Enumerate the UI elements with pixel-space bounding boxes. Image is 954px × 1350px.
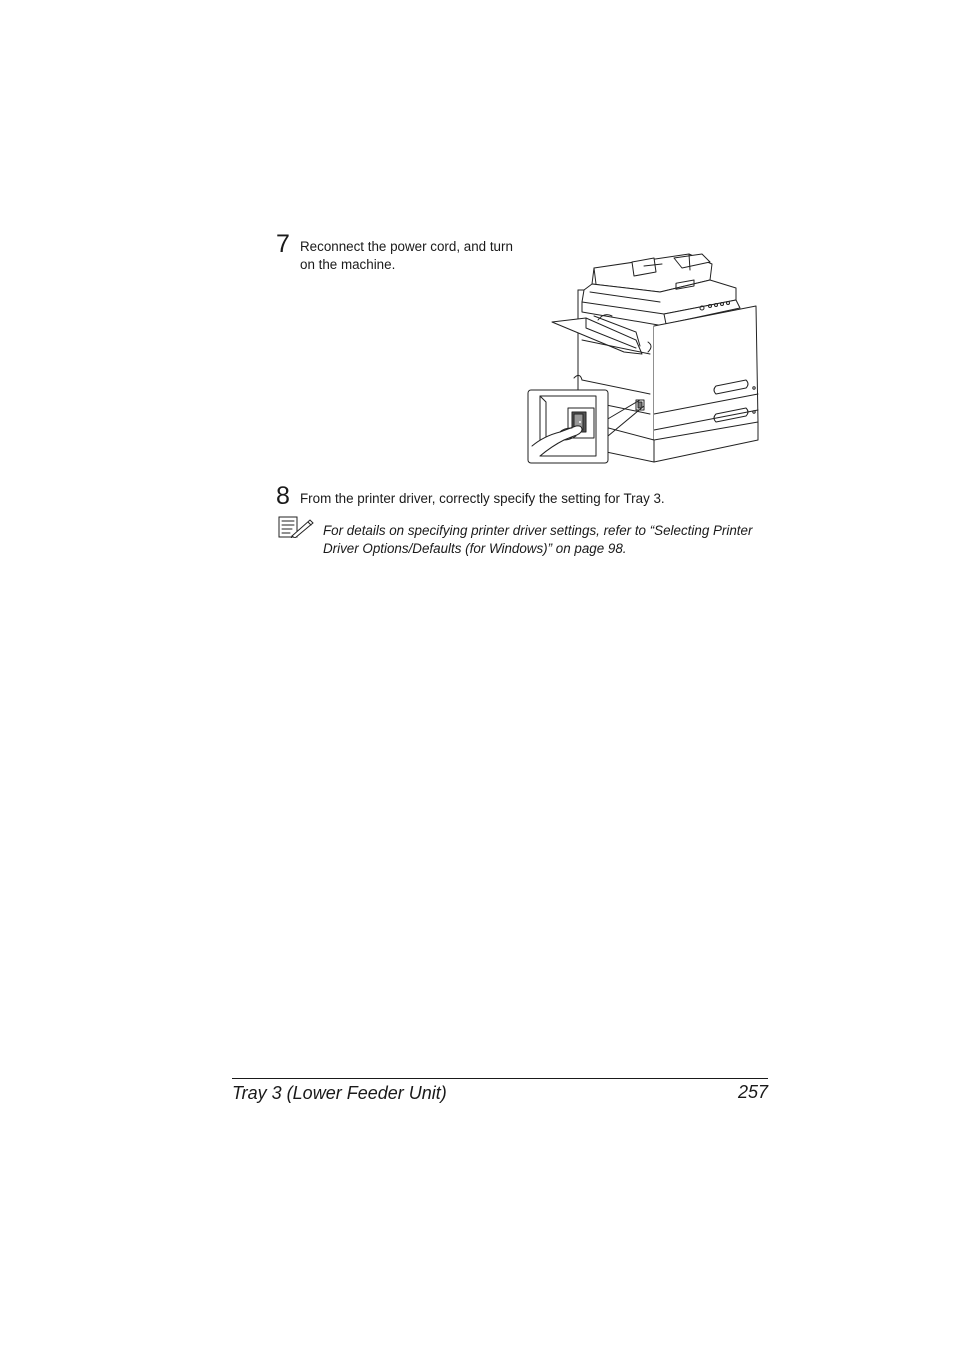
page-number: 257 — [737, 1082, 768, 1102]
footer-section-title: Tray 3 (Lower Feeder Unit) — [232, 1083, 447, 1103]
note-text: For details on specifying printer driver settings, refer to “Selecting Printer Driver Options/Defaults (for Windows)” on page 98. — [323, 523, 753, 556]
step-number: 7 — [276, 230, 290, 258]
step-instruction: Reconnect the power cord, and turn on the machine. — [300, 239, 513, 272]
footer-divider — [232, 1078, 768, 1079]
note-pencil-icon — [278, 516, 314, 538]
printer-power-switch-illustration — [524, 250, 764, 466]
step-number: 8 — [276, 482, 290, 510]
step-instruction: From the printer driver, correctly specify the setting for Tray 3. — [300, 491, 665, 506]
